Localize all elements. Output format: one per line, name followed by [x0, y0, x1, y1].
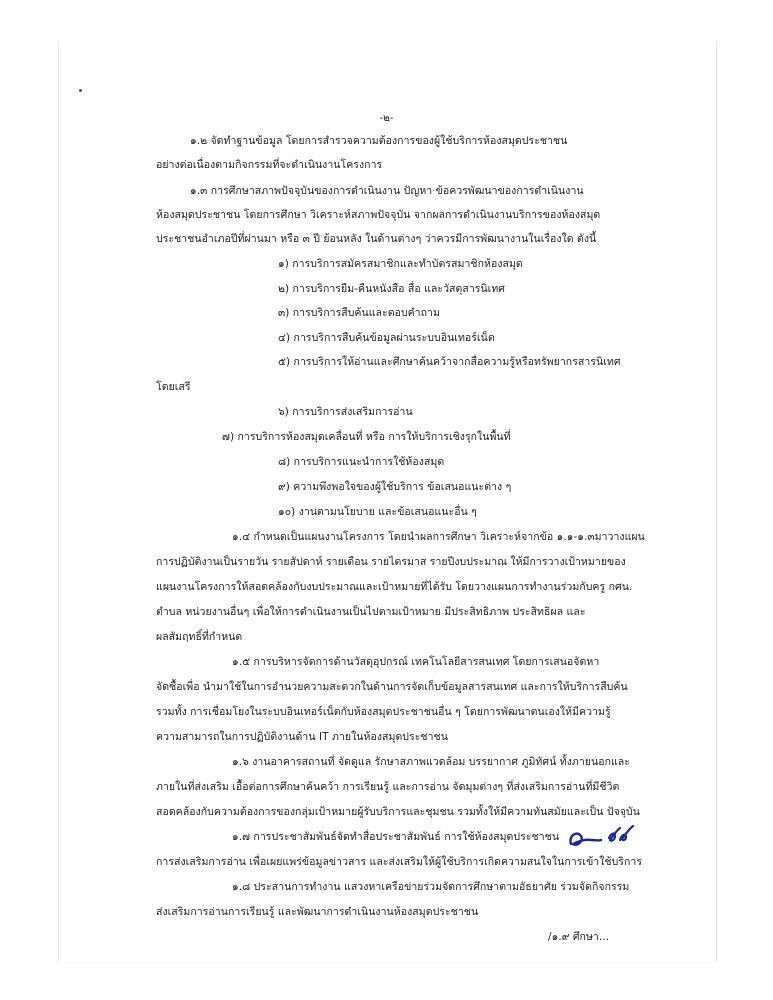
para-1-4-line-4: ตำบล หน่วยงานอื่นๆ เพื่อให้การดำเนินงานเป็นไปตามเป้าหมาย มีประสิทธิภาพ ประสิทธิผล และ — [156, 606, 586, 618]
para-1-5-line-1: ๑.๕ การบริหารจัดการด้านวัสดุอุปกรณ์ เทคโนโลยีสารสนเทศ โดยการเสนอจัดหา — [232, 656, 600, 668]
signature-initials — [565, 816, 645, 856]
continuation-note: /๑.๙ ศึกษา... — [548, 931, 610, 943]
list-item-4: ๔) การบริการสืบค้นข้อมูลผ่านระบบอินเทอร์เน็ต — [278, 332, 495, 344]
para-1-7-line-1: ๑.๗ การประชาสัมพันธ์จัดทำสื่อประชาสัมพันธ์ การใช้ห้องสมุดประชาชน — [232, 831, 560, 843]
para-1-3-line-3: ประชาชนอำเภอปีที่ผ่านมา หรือ ๓ ปี ย้อนหลัง ในด้านต่างๆ ว่าควรมีการพัฒนางานในเรื่องใด ดังนี้ — [156, 233, 597, 245]
list-item-10: ๑๐) งานตามนโยบาย และข้อเสนอแนะอื่น ๆ — [278, 506, 477, 518]
para-1-4-line-1: ๑.๔ กำหนดเป็นแผนงานโครงการ โดยนำผลการศึกษา วิเคราะห์จากข้อ ๑.๑-๑.๓มาวางแผน — [232, 531, 645, 543]
list-item-6: ๖) การบริการส่งเสริมการอ่าน — [278, 406, 413, 418]
para-1-4-line-2: การปฏิบัติงานเป็นรายวัน รายสัปดาห์ รายเดือน รายไตรมาส รายปีงบประมาณ ให้มีการวางเป้าหมายของ — [156, 556, 626, 568]
para-1-6-line-1: ๑.๖ งานอาคารสถานที่ จัดดูแล รักษาสภาพแวดล้อม บรรยากาศ ภูมิทัศน์ ทั้งภายนอกและ — [232, 756, 630, 768]
list-item-2: ๒) การบริการยืม-คืนหนังสือ สื่อ และวัสดุสารนิเทศ — [278, 283, 506, 295]
para-1-4-line-3: แผนงานโครงการให้สอดคล้องกับงบประมาณและเป้าหมายที่ได้รับ โดยวางแผนการทำงานร่วมกับครู กศน. — [156, 581, 633, 593]
para-1-2-line-1: ๑.๒ จัดทำฐานข้อมูล โดยการสำรวจความต้องการของผู้ใช้บริการห้องสมุดประชาชน — [190, 135, 568, 147]
list-item-5: ๕) การบริการให้อ่านและศึกษาค้นคว้าจากสื่อความรู้หรือทรัพยากรสารนิเทศ — [278, 356, 621, 368]
list-item-1: ๑) การบริการสมัครสมาชิกและทำบัตรสมาชิกห้องสมุด — [278, 258, 523, 270]
para-1-5-line-4: ความสามารถในการปฏิบัติงานด้าน IT ภายในห้องสมุดประชาชน — [156, 731, 448, 743]
signature-mark — [565, 816, 645, 852]
list-item-3: ๓) การบริการสืบค้นและตอบคำถาม — [278, 307, 440, 319]
para-1-5-line-3: รวมทั้ง การเชื่อมโยงในระบบอินเทอร์เน็ตกับห้องสมุดประชาชนอื่น ๆ โดยการพัฒนาตนเองให้มีความรู้ — [156, 706, 611, 718]
list-item-5-continued: โดยเสรี — [156, 381, 191, 393]
para-1-3-line-1: ๑.๓ การศึกษาสภาพปัจจุบันของการดำเนินงาน ปัญหา ข้อควรพัฒนาของการดำเนินงาน — [190, 185, 584, 197]
scan-speck — [79, 89, 82, 92]
para-1-3-line-2: ห้องสมุดประชาชน โดยการศึกษา วิเคราะห์สภาพปัจจุบัน จากผลการดำเนินงานบริการของห้องสมุด — [156, 209, 601, 221]
list-item-9: ๙) ความพึงพอใจของผู้ใช้บริการ ข้อเสนอแนะต่าง ๆ — [278, 481, 512, 493]
para-1-6-line-2: ภายในที่ส่งเสริม เอื้อต่อการศึกษาค้นคว้า การเรียนรู้ และการอ่าน จัดมุมต่างๆ ที่ส่งเสริมการอ่านที่มีชีวิต — [156, 781, 620, 793]
para-1-8-line-1: ๑.๘ ประสานการทำงาน แสวงหาเครือข่ายร่วมจัดการศึกษาตามอัธยาศัย ร่วมจัดกิจกรรม — [232, 881, 630, 893]
para-1-5-line-2: จัดซื้อเพื่อ นำมาใช้ในการอำนวยความสะดวกในด้านการจัดเก็บข้อมูลสารสนเทศ และการให้บริการสืบค้น — [156, 681, 628, 693]
list-item-8: ๘) การบริการแนะนำการใช้ห้องสมุด — [278, 456, 445, 468]
para-1-2-line-2: อย่างต่อเนื่องตามกิจกรรมที่จะดำเนินงานโครงการ — [156, 159, 383, 171]
para-1-7-line-2: การส่งเสริมการอ่าน เพื่อเผยแพร่ข้อมูลข่าวสาร และส่งเสริมให้ผู้ใช้บริการเกิดความสนใจในการเข้าใช้บริการ — [156, 856, 643, 868]
page-number: -๒- — [379, 113, 394, 124]
para-1-8-line-2: ส่งเสริมการอ่านการเรียนรู้ และพัฒนาการดำเนินงานห้องสมุดประชาชน — [156, 906, 479, 918]
list-item-7: ๗) การบริการห้องสมุดเคลื่อนที่ หรือ การให้บริการเชิงรุกในพื้นที่ — [222, 431, 511, 443]
para-1-6-line-3: สอดคล้องกับความต้องการของกลุ่มเป้าหมายผู้รับบริการและชุมชน รวมทั้งให้มีความทันสมัยและเป็น ปัจจุบัน — [156, 806, 640, 818]
para-1-4-line-5: ผลสัมฤทธิ์ที่กำหนด — [156, 631, 243, 643]
